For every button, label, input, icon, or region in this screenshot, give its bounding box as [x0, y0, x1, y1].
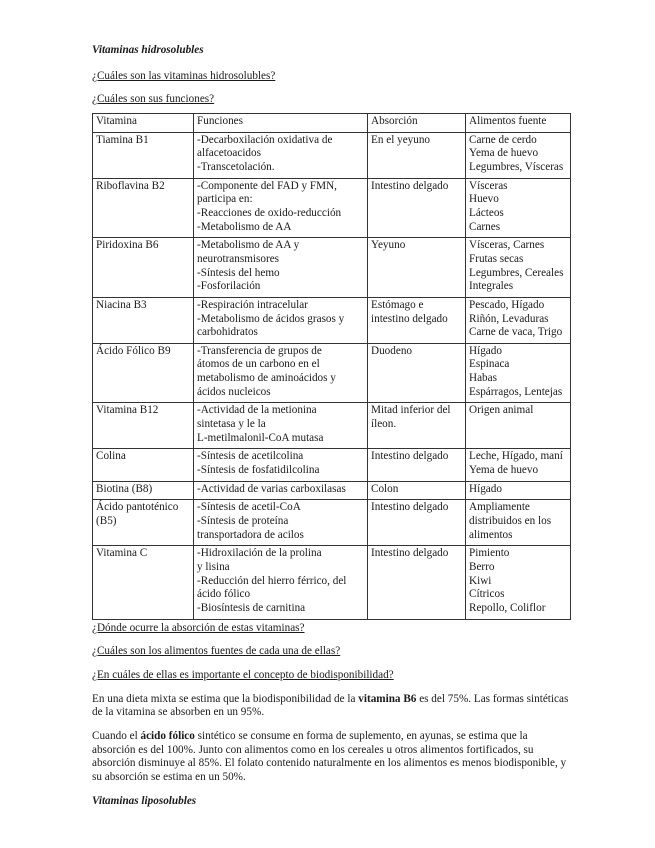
- table-body: [93, 132, 571, 619]
- cell-line: Mitad inferior del: [371, 404, 451, 417]
- cell-line: íleon.: [371, 418, 397, 431]
- cell-line: alimentos: [469, 528, 513, 541]
- cell-line: -Reacciones de oxido-reducción: [197, 206, 342, 219]
- cell-vitamina: [93, 546, 194, 619]
- cell-vitamina: [93, 343, 194, 403]
- cell-line: -Actividad de la metionina: [197, 404, 317, 417]
- cell-funciones: [194, 343, 368, 403]
- cell-line: Integrales: [469, 280, 514, 293]
- cell-line: Hígado: [469, 482, 502, 495]
- table-row: [93, 178, 571, 238]
- table-header-row: [93, 113, 571, 132]
- cell-line: -Síntesis de acetil-CoA: [197, 501, 301, 514]
- cell-line: -Síntesis de acetilcolina: [197, 450, 304, 463]
- cell-absorcion: [368, 449, 466, 481]
- cell-line: Ampliamente: [469, 501, 530, 514]
- cell-vitamina: [93, 178, 194, 238]
- table-row: [93, 449, 571, 481]
- cell-line: sintetasa y le la: [197, 418, 266, 431]
- cell-alimentos: [466, 297, 571, 343]
- question-alimentos-fuente: ¿Cuáles son los alimentos fuentes de cada una de ellas?: [92, 645, 341, 658]
- cell-line: Intestino delgado: [371, 547, 449, 560]
- cell-funciones: [194, 297, 368, 343]
- cell-vitamina: [93, 238, 194, 298]
- cell-line: En el yeyuno: [371, 133, 431, 146]
- cell-line: -Síntesis de fosfatidilcolina: [197, 464, 320, 477]
- cell-line: -Biosíntesis de carnitina: [197, 601, 306, 614]
- cell-funciones: [194, 500, 368, 546]
- question-absorcion: ¿Dónde ocurre la absorción de estas vitaminas?: [92, 621, 305, 634]
- document-page: [92, 44, 572, 820]
- cell-vitamina: [93, 500, 194, 546]
- cell-line: Yema de huevo: [469, 464, 539, 477]
- vitamins-table: [92, 113, 571, 620]
- cell-line: carbohidratos: [197, 326, 258, 339]
- cell-line: intestino delgado: [371, 312, 448, 325]
- cell-line: Pimiento: [469, 547, 510, 560]
- cell-line: alfacetoacidos: [197, 147, 261, 160]
- question-funciones: ¿Cuáles son sus funciones?: [92, 93, 215, 106]
- cell-line: Colina: [96, 450, 126, 463]
- cell-funciones: [194, 481, 368, 500]
- cell-absorcion: [368, 500, 466, 546]
- cell-funciones: [194, 449, 368, 481]
- cell-line: Intestino delgado: [371, 450, 449, 463]
- section-title-hidrosolubles: Vitaminas hidrosolubles: [92, 44, 204, 56]
- cell-line: Piridoxina B6: [96, 239, 159, 252]
- cell-line: Niacina B3: [96, 298, 147, 311]
- cell-alimentos: [466, 500, 571, 546]
- cell-line: -Síntesis del hemo: [197, 266, 280, 279]
- cell-line: -Respiración intracelular: [197, 298, 308, 311]
- cell-line: ácido fólico: [197, 588, 251, 601]
- cell-line: Espárragos, Lentejas: [469, 385, 563, 398]
- cell-line: ácidos nucleicos: [197, 385, 271, 398]
- cell-line: transportadora de acilos: [197, 528, 304, 541]
- term-acido-folico: ácido fólico: [140, 729, 195, 742]
- cell-funciones: [194, 546, 368, 619]
- cell-alimentos: [466, 343, 571, 403]
- cell-line: -Transferencia de grupos de: [197, 344, 322, 357]
- cell-line: Colon: [371, 482, 399, 495]
- cell-line: Hígado: [469, 344, 502, 357]
- term-vitamina-b6: vitamina B6: [358, 692, 417, 705]
- cell-line: Espinaca: [469, 358, 510, 371]
- cell-line: Vitamina C: [96, 547, 148, 560]
- table-row: [93, 238, 571, 298]
- cell-line: Pescado, Hígado: [469, 298, 545, 311]
- cell-line: participa en:: [197, 193, 253, 206]
- cell-line: Vísceras, Carnes: [469, 239, 545, 252]
- paragraph-b6: En una dieta mixta se estima que la biodisponibilidad de la vitamina B6 es del 75%. Las formas sintéticas de la vitamina se absorben en un 95%.: [92, 692, 569, 719]
- cell-line: Frutas secas: [469, 252, 524, 265]
- section-title-liposolubles: Vitaminas liposolubles: [92, 794, 197, 807]
- cell-vitamina: [93, 481, 194, 500]
- header-absorcion: Absorción: [368, 113, 466, 132]
- question-cuales-vitaminas: ¿Cuáles son las vitaminas hidrosolubles?: [92, 69, 276, 82]
- cell-line: Riñón, Levaduras: [469, 312, 549, 325]
- paragraph-acido-folico: Cuando el ácido fólico sintético se consume en forma de suplemento, en ayunas, se estima que la absorción es del 100%. Junto con alimentos como en los cereales u otros alimentos fortificados, su absorción disminuye al 85%. El folato contenido naturalmente en los alimentos es menos biodisponible, y su absorción se estima en un 50%.: [92, 729, 567, 783]
- cell-vitamina: [93, 297, 194, 343]
- cell-funciones: [194, 132, 368, 178]
- cell-absorcion: [368, 297, 466, 343]
- table-row: [93, 546, 571, 619]
- cell-vitamina: [93, 449, 194, 481]
- cell-line: Carnes: [469, 220, 501, 233]
- cell-alimentos: [466, 546, 571, 619]
- header-alimentos: Alimentos fuente: [466, 113, 571, 132]
- cell-line: Yeyuno: [371, 239, 406, 252]
- cell-funciones: [194, 238, 368, 298]
- cell-vitamina: [93, 132, 194, 178]
- cell-line: -Componente del FAD y FMN,: [197, 179, 337, 192]
- cell-line: -Hidroxilación de la prolina: [197, 547, 322, 560]
- header-funciones: Funciones: [194, 113, 368, 132]
- cell-alimentos: [466, 238, 571, 298]
- cell-line: neurotransmisores: [197, 252, 280, 265]
- cell-line: -Metabolismo de ácidos grasos y: [197, 312, 345, 325]
- cell-line: -Decarboxilación oxidativa de: [197, 133, 333, 146]
- cell-line: -Síntesis de proteína: [197, 515, 289, 528]
- cell-absorcion: [368, 481, 466, 500]
- cell-line: Tiamina B1: [96, 133, 149, 146]
- cell-line: Intestino delgado: [371, 501, 449, 514]
- cell-alimentos: [466, 449, 571, 481]
- cell-line: Riboflavina B2: [96, 179, 165, 192]
- cell-line: metabolismo de aminoácidos y: [197, 372, 336, 385]
- cell-line: Carne de vaca, Trigo: [469, 326, 563, 339]
- table-row: [93, 297, 571, 343]
- header-vitamina: Vitamina: [93, 113, 194, 132]
- cell-line: Carne de cerdo: [469, 133, 537, 146]
- table-row: [93, 403, 571, 449]
- cell-line: -Actividad de varias carboxilasas: [197, 482, 346, 495]
- cell-alimentos: [466, 481, 571, 500]
- cell-line: Berro: [469, 561, 495, 573]
- cell-line: (B5): [96, 515, 117, 528]
- cell-line: Yema de huevo: [469, 147, 539, 160]
- cell-line: Kiwi: [469, 574, 492, 587]
- cell-line: Habas: [469, 372, 497, 385]
- cell-line: Cítricos: [469, 588, 505, 601]
- cell-absorcion: [368, 132, 466, 178]
- cell-line: Legumbres, Cereales: [469, 266, 564, 279]
- cell-funciones: [194, 178, 368, 238]
- cell-line: Ácido pantoténico: [96, 501, 179, 514]
- cell-alimentos: [466, 132, 571, 178]
- question-biodisponibilidad: ¿En cuáles de ellas es importante el concepto de biodisponibilidad?: [92, 668, 394, 681]
- cell-line: L-metilmalonil-CoA mutasa: [197, 431, 324, 444]
- cell-line: Origen animal: [469, 404, 534, 417]
- table-row: [93, 343, 571, 403]
- table-row: [93, 500, 571, 546]
- cell-line: distribuidos en los: [469, 515, 552, 528]
- cell-funciones: [194, 403, 368, 449]
- cell-line: -Reducción del hierro férrico, del: [197, 574, 347, 587]
- cell-line: Biotina (B8): [96, 482, 153, 495]
- cell-line: Repollo, Coliflor: [469, 601, 546, 614]
- cell-alimentos: [466, 178, 571, 238]
- cell-line: y lisina: [197, 561, 230, 573]
- cell-line: -Fosforilación: [197, 280, 261, 293]
- cell-vitamina: [93, 403, 194, 449]
- cell-line: Vísceras: [469, 179, 508, 192]
- cell-absorcion: [368, 238, 466, 298]
- cell-line: Leche, Hígado, maní: [469, 450, 563, 463]
- cell-line: -Transcetolación.: [197, 160, 275, 173]
- cell-line: Legumbres, Vísceras: [469, 160, 564, 173]
- table-row: [93, 481, 571, 500]
- cell-line: Intestino delgado: [371, 179, 449, 192]
- cell-absorcion: [368, 343, 466, 403]
- cell-alimentos: [466, 403, 571, 449]
- cell-line: -Metabolismo de AA y: [197, 239, 300, 252]
- cell-line: -Metabolismo de AA: [197, 220, 292, 233]
- cell-line: Vitamina B12: [96, 404, 159, 417]
- table-row: [93, 132, 571, 178]
- cell-line: Huevo: [469, 193, 499, 206]
- cell-absorcion: [368, 546, 466, 619]
- cell-line: Ácido Fólico B9: [96, 344, 171, 357]
- cell-line: Duodeno: [371, 344, 413, 357]
- cell-absorcion: [368, 403, 466, 449]
- cell-line: Lácteos: [469, 206, 504, 219]
- cell-line: Estómago e: [371, 298, 424, 311]
- cell-line: átomos de un carbono en el: [197, 358, 320, 371]
- cell-absorcion: [368, 178, 466, 238]
